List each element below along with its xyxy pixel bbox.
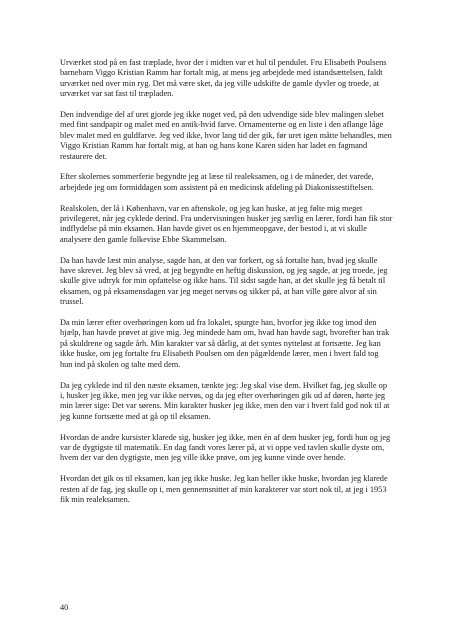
paragraph: Urværket stod på en fast træplade, hvor der i midten var et hul til pendulet. Fru Elisabeth Poulsens barnebarn Viggo Kristian Ramm har fortalt mig, at mens jeg arbejdede med istandsættelsen, faldt urværket ned over min ryg. Det må være sket, da jeg ville udskifte de gamle dyvler og troede, at urværket var sat fast til træpladen. <box>60 58 387 99</box>
paragraph: Da han havde læst min analyse, sagde han, at den var forkert, og så fortalte han, hvad jeg skulle have skrevet. Jeg blev så vred, at jeg begyndte en heftig diskussion, og jeg sagde, at jeg troede, jeg skulle give udtryk for min opfattelse og ikke hans. Til sidst sagde han, at det skulle jeg få betalt til eksamen, og på eksamensdagen var jeg meget nervøs og sikker på, at han ville gøre alvor af sin trussel. <box>60 255 388 307</box>
paragraph: Realskolen, der lå i København, var en aftenskole, og jeg kan huske, at jeg følte mig meget privilegeret, når jeg cyklede derind. Fra undervisningen husker jeg særlig en lærer, fordi han fik stor indflydelse på min eksamen. Han havde givet os en hjemmeopgave, der bestod i, at vi skulle analysere den gamle folkevise Ebbe Skammelsøn. <box>60 203 393 244</box>
paragraph: Hvordan det gik os til eksamen, kan jeg ikke huske. Jeg kan heller ikke huske, hvordan jeg klarede resten af de fag, jeg skulle op i, men gennemsnittet af min karakterer var stort nok til, at jeg i 1953 fik min realeksamen. <box>60 474 388 504</box>
paragraph: Da min lærer efter overhøringen kom ud fra lokalet, spurgte han, hvorfor jeg ikke tog imod den hjælp, han havde prøvet at give mig. Jeg mindede ham om, hvad han havde sagt, hvorefter han trak på skuldrene og sagde årh. Min karakter var så dårlig, at det syntes nytteløst at fortsætte. Jeg kan ikke huske, om jeg fortalte fru Elisabeth Poulsen om den pågældende lærer, men i hvert fald tog hun ind på skolen og talte med dem. <box>60 318 390 369</box>
paragraph: Hvordan de andre kursister klarede sig, husker jeg ikke, men én af dem husker jeg, fordi hun og jeg var de dygtigste til matematik. En dag fandt vores lærer på, at vi oppe ved tavlen skulle dyste om, hvem der var den dygtigste, men jeg ville ikke prøve, om jeg kunne vinde over hende. <box>60 432 391 463</box>
paragraph: Den indvendige del af uret gjorde jeg ikke noget ved, på den udvendige side blev malingen slebet med fint sandpapir og malet med en antik-hvid farve. Ornamenterne og en liste i den aflange låge blev malet med en guldfarve. Jeg ved ikke, hvor lang tid der gik, før uret igen måtte behandles, men Viggo Kristian Ramm har fortalt mig, at han og hans kone Karen siden har ladet en fagmand restaurere det. <box>60 110 392 161</box>
body-text <box>60 58 393 516</box>
paragraph: Da jeg cyklede ind til den næste eksamen, tænkte jeg: Jeg skal vise dem. Hvilket fag, jeg skulle op i, husker jeg ikke, men jeg var ikke nervøs, og da jeg efter overhøringen gik ud af døren, hørte jeg min lærer sige: Det var sørens. Min karakter husker jeg ikke, men den var i hvert fald god nok til at jeg kunne fortsætte med at gå op til eksamen. <box>60 380 390 421</box>
paragraph: Efter skolernes sommerferie begyndte jeg at læse til realeksamen, og i de måneder, det varede, arbejdede jeg om formiddagen som assistent på en medicinsk afdeling på Diakonissestiftelsen. <box>60 172 374 192</box>
page-number: 40 <box>60 603 69 612</box>
